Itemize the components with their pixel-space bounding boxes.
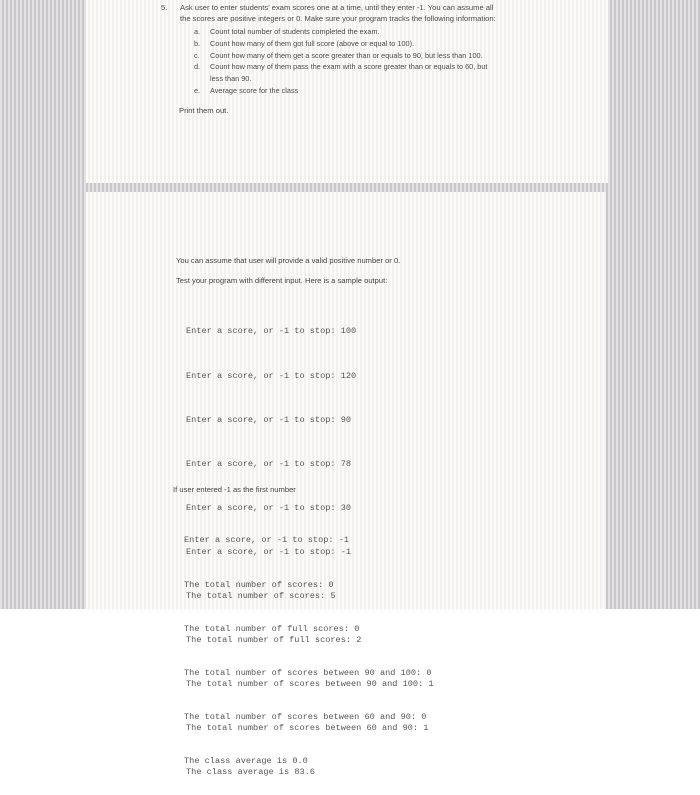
task-item-b — [194, 39, 414, 48]
output-line: The total number of scores between 90 and 100: 0 — [184, 667, 432, 678]
output-line: The class average is 0.0 — [184, 755, 308, 766]
output-line: The total number of scores between 90 and 100: 1 — [186, 679, 434, 690]
task-letter: a. — [194, 27, 201, 36]
output-line: Enter a score, or -1 to stop: 90 — [186, 414, 352, 425]
task-item-d-continued — [210, 74, 251, 83]
output-line: Enter a score, or -1 to stop: 100 — [186, 326, 357, 337]
output-line: The total number of scores between 60 and 90: 0 — [184, 711, 427, 722]
output-line: The total number of full scores: 0 — [184, 623, 360, 634]
output-line: Enter a score, or -1 to stop: 30 — [186, 502, 352, 513]
question-number: 5. — [161, 3, 168, 12]
assumption-text: You can assume that user will provide a valid positive number or 0. — [176, 256, 401, 265]
task-letter: d. — [194, 62, 201, 71]
task-item-e — [194, 86, 298, 95]
output-line: The total number of full scores: 2 — [186, 635, 362, 646]
output-line: The class average is 83.6 — [186, 767, 315, 778]
output-line: The total number of scores: 0 — [184, 579, 334, 590]
task-text: Count how many of them pass the exam with a score greater than or equals to 60, but — [210, 62, 488, 71]
task-text: less than 90. — [210, 74, 252, 83]
case2-intro-text: If user entered -1 as the first number — [173, 485, 296, 494]
task-letter: c. — [194, 51, 200, 60]
question-intro-line1: Ask user to enter students' exam scores one at a time, until they enter -1. You can assume all — [180, 3, 494, 12]
task-letter: b. — [194, 39, 201, 48]
task-item-a — [194, 27, 380, 36]
task-text: Average score for the class — [210, 86, 299, 95]
output-line: Enter a score, or -1 to stop: 78 — [186, 458, 352, 469]
task-item-d — [194, 62, 487, 71]
output-line: The total number of scores: 5 — [186, 590, 336, 601]
task-text: Count how many of them got full score (above or equal to 100). — [210, 39, 415, 48]
test-intro-text: Test your program with different input. Here is a sample output: — [176, 276, 388, 285]
output-line: Enter a score, or -1 to stop: 120 — [186, 370, 357, 381]
output-line: Enter a score, or -1 to stop: -1 — [186, 546, 352, 557]
task-letter: e. — [194, 86, 201, 95]
output-line: The total number of scores between 60 and 90: 1 — [186, 723, 429, 734]
sample-output-2 — [184, 504, 432, 783]
task-text: Count total number of students completed the exam. — [210, 27, 380, 36]
output-line: Enter a score, or -1 to stop: -1 — [184, 535, 350, 546]
question-intro-line2: the scores are positive integers or 0. Make sure your program tracks the following information: — [180, 14, 496, 23]
print-instruction: Print them out. — [179, 106, 229, 115]
task-text: Count how many of them get a score greater than or equals to 90, but less than 100. — [210, 51, 483, 60]
task-item-c — [194, 51, 483, 60]
